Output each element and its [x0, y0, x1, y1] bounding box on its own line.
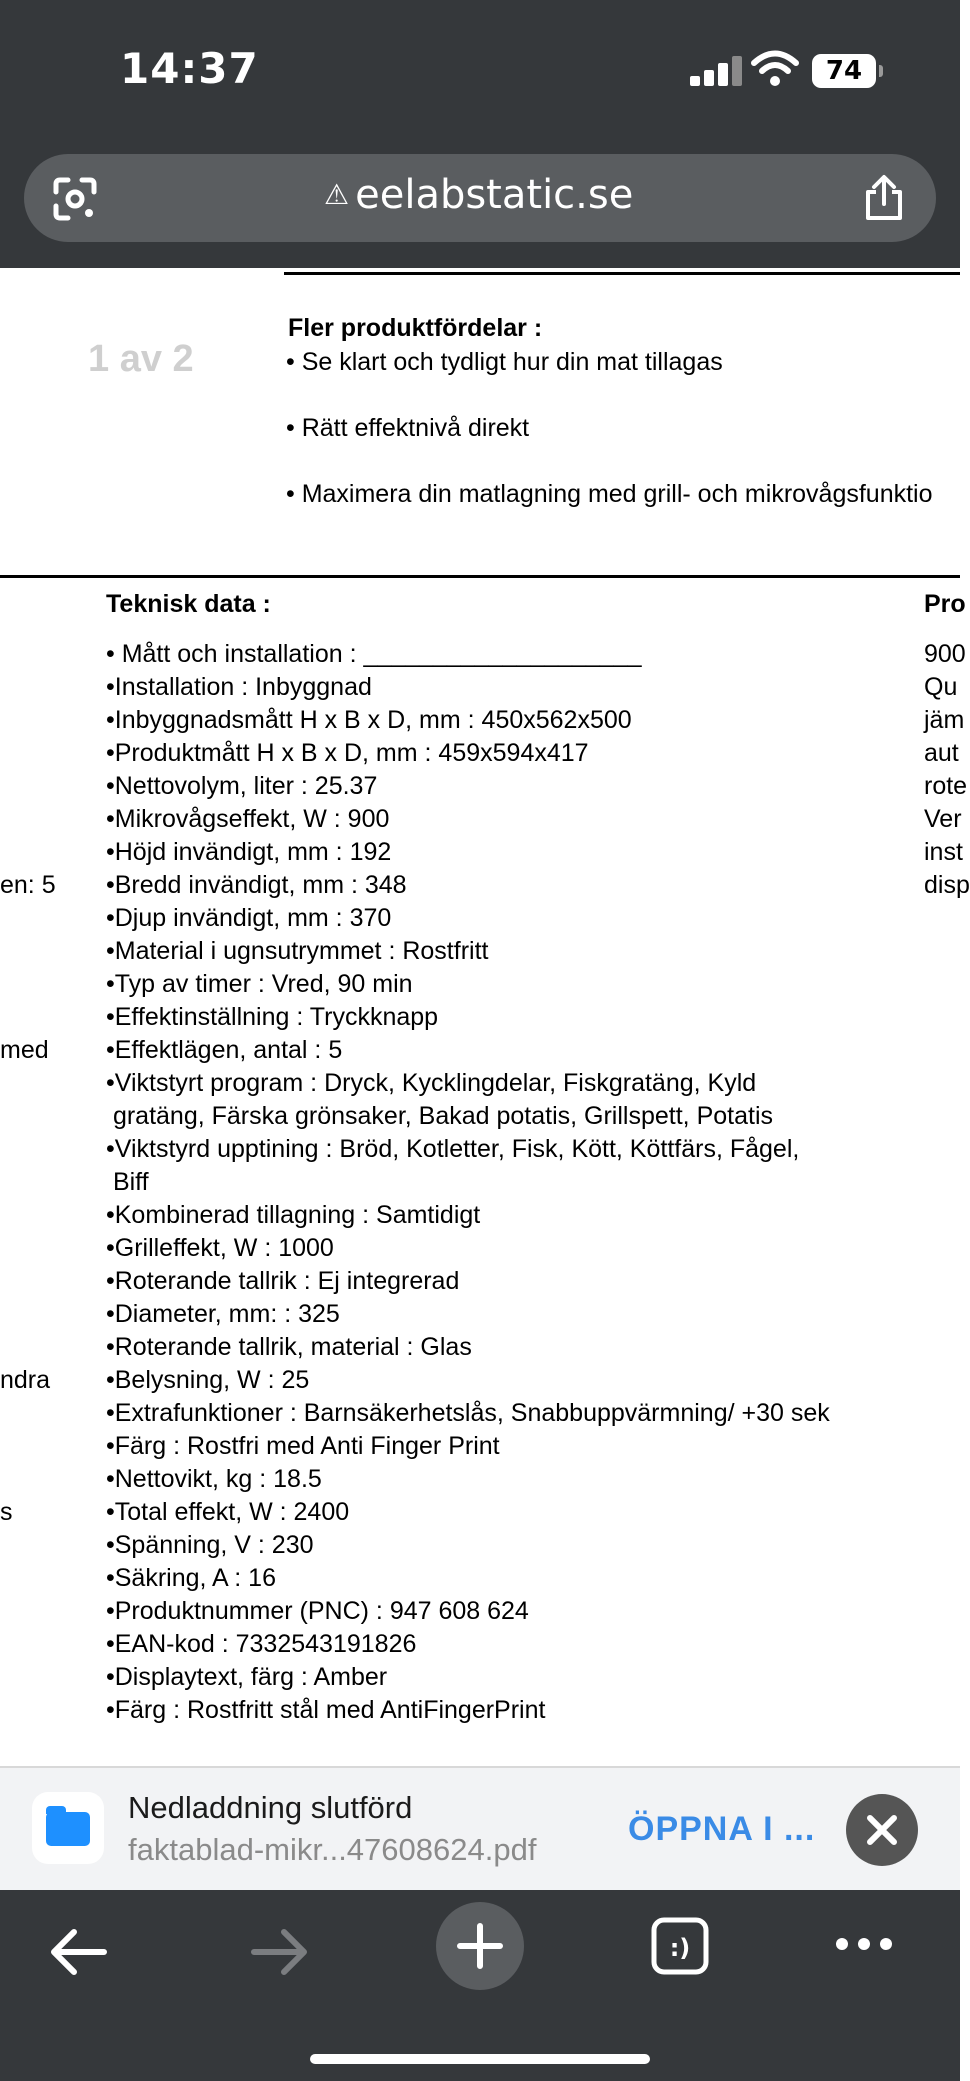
spec-item: •Produktnummer (PNC) : 947 608 624	[106, 1597, 529, 1625]
back-arrow-icon[interactable]	[46, 1924, 110, 1980]
spec-item: •Diameter, mm: : 325	[106, 1300, 340, 1328]
close-icon	[846, 1794, 918, 1866]
fler-produktfordelar-heading: Fler produktfördelar :	[288, 314, 543, 342]
spec-item: •Roterande tallrik : Ej integrerad	[106, 1267, 460, 1295]
home-indicator	[310, 2054, 650, 2064]
spec-item: •Nettovolym, liter : 25.37	[106, 772, 378, 800]
right-column-fragment: Ver	[924, 805, 962, 833]
forward-arrow-icon[interactable]	[248, 1924, 312, 1980]
spec-item: •Höjd invändigt, mm : 192	[106, 838, 392, 866]
teknisk-data-heading: Teknisk data :	[106, 590, 271, 618]
cellular-signal-icon	[690, 56, 744, 86]
right-column-fragment: Qu	[924, 673, 958, 701]
share-icon[interactable]	[862, 174, 906, 222]
address-bar[interactable]	[24, 154, 936, 242]
left-column-fragment: s	[0, 1498, 13, 1526]
url-text[interactable]: ⚠ eelabstatic.se	[324, 172, 634, 218]
divider	[284, 272, 960, 275]
spec-item: •Typ av timer : Vred, 90 min	[106, 970, 413, 998]
fler-item: • Maximera din matlagning med grill- och mikrovågsfunktio	[286, 480, 933, 508]
spec-item-continuation: gratäng, Färska grönsaker, Bakad potatis, Grillspett, Potatis	[106, 1102, 773, 1130]
spec-item: •Säkring, A : 16	[106, 1564, 276, 1592]
right-column-fragment: 900	[924, 640, 966, 668]
right-column-fragment: rote	[924, 772, 968, 800]
pdf-viewer[interactable]	[0, 268, 970, 1766]
spec-item: •Total effekt, W : 2400	[106, 1498, 350, 1526]
spec-item: •Nettovikt, kg : 18.5	[106, 1465, 322, 1493]
browser-toolbar	[0, 140, 960, 268]
right-column-fragment: disp	[924, 871, 970, 899]
right-column-fragment: aut	[924, 739, 959, 767]
fler-item: • Se klart och tydligt hur din mat tillagas	[286, 348, 723, 376]
spec-item: •EAN-kod : 7332543191826	[106, 1630, 417, 1658]
spec-item: •Extrafunktioner : Barnsäkerhetslås, Snabbuppvärmning/ +30 sek	[106, 1399, 830, 1427]
spec-item: •Grilleffekt, W : 1000	[106, 1234, 334, 1262]
status-bar	[0, 0, 960, 140]
files-app-icon	[32, 1792, 104, 1864]
download-filename: faktablad-mikr...47608624.pdf	[128, 1832, 537, 1867]
close-banner-button[interactable]	[846, 1794, 918, 1866]
spec-item: •Viktstyrt program : Dryck, Kycklingdelar, Fiskgratäng, Kyld	[106, 1069, 757, 1097]
wifi-icon	[752, 50, 798, 88]
spec-item: •Mikrovågseffekt, W : 900	[106, 805, 390, 833]
new-tab-button[interactable]	[436, 1902, 524, 1990]
left-column-fragment: med	[0, 1036, 49, 1064]
spec-item: •Djup invändigt, mm : 370	[106, 904, 392, 932]
not-secure-warning-icon: ⚠	[324, 178, 350, 211]
spec-item: •Produktmått H x B x D, mm : 459x594x417	[106, 739, 589, 767]
spec-item: •Belysning, W : 25	[106, 1366, 310, 1394]
right-column-fragment: inst	[924, 838, 963, 866]
spec-item: •Material i ugnsutrymmet : Rostfritt	[106, 937, 489, 965]
spec-item: •Roterande tallrik, material : Glas	[106, 1333, 472, 1361]
right-column-heading: Pro	[924, 590, 966, 618]
spec-item: •Spänning, V : 230	[106, 1531, 314, 1559]
fler-item: • Rätt effektnivå direkt	[286, 414, 530, 442]
folder-icon	[46, 1812, 90, 1846]
spec-item-continuation: Biff	[106, 1168, 149, 1196]
tab-switcher-icon[interactable]	[650, 1916, 710, 1976]
spec-item: •Bredd invändigt, mm : 348	[106, 871, 407, 899]
left-column-fragment: en: 5	[0, 871, 56, 899]
page-indicator: 1 av 2	[88, 338, 194, 380]
divider	[0, 575, 960, 578]
spec-item: •Kombinerad tillagning : Samtidigt	[106, 1201, 481, 1229]
svg-text::): :)	[669, 1934, 691, 1962]
spec-item: •Färg : Rostfri med Anti Finger Print	[106, 1432, 500, 1460]
spec-item: •Effektinställning : Tryckknapp	[106, 1003, 439, 1031]
download-complete-banner	[0, 1766, 960, 1892]
download-title: Nedladdning slutförd	[128, 1790, 413, 1825]
more-options-icon[interactable]	[834, 1934, 894, 1954]
bottom-toolbar	[0, 1890, 960, 2081]
google-lens-icon[interactable]	[52, 176, 98, 222]
spec-item: •Installation : Inbyggnad	[106, 673, 372, 701]
right-column-fragment: jäm	[924, 706, 965, 734]
open-in-button[interactable]: ÖPPNA I ...	[628, 1810, 816, 1848]
spec-item: •Effektlägen, antal : 5	[106, 1036, 343, 1064]
spec-item: •Inbyggnadsmått H x B x D, mm : 450x562x500	[106, 706, 632, 734]
left-column-fragment: ndra	[0, 1366, 51, 1394]
battery-indicator: 74	[812, 54, 876, 88]
spec-item: •Viktstyrd upptining : Bröd, Kotletter, Fisk, Kött, Köttfärs, Fågel,	[106, 1135, 800, 1163]
spec-item: • Mått och installation : ____________________	[106, 640, 642, 668]
clock: 14:37	[120, 44, 259, 93]
spec-item: •Displaytext, färg : Amber	[106, 1663, 388, 1691]
spec-item: •Färg : Rostfritt stål med AntiFingerPrint	[106, 1696, 546, 1724]
